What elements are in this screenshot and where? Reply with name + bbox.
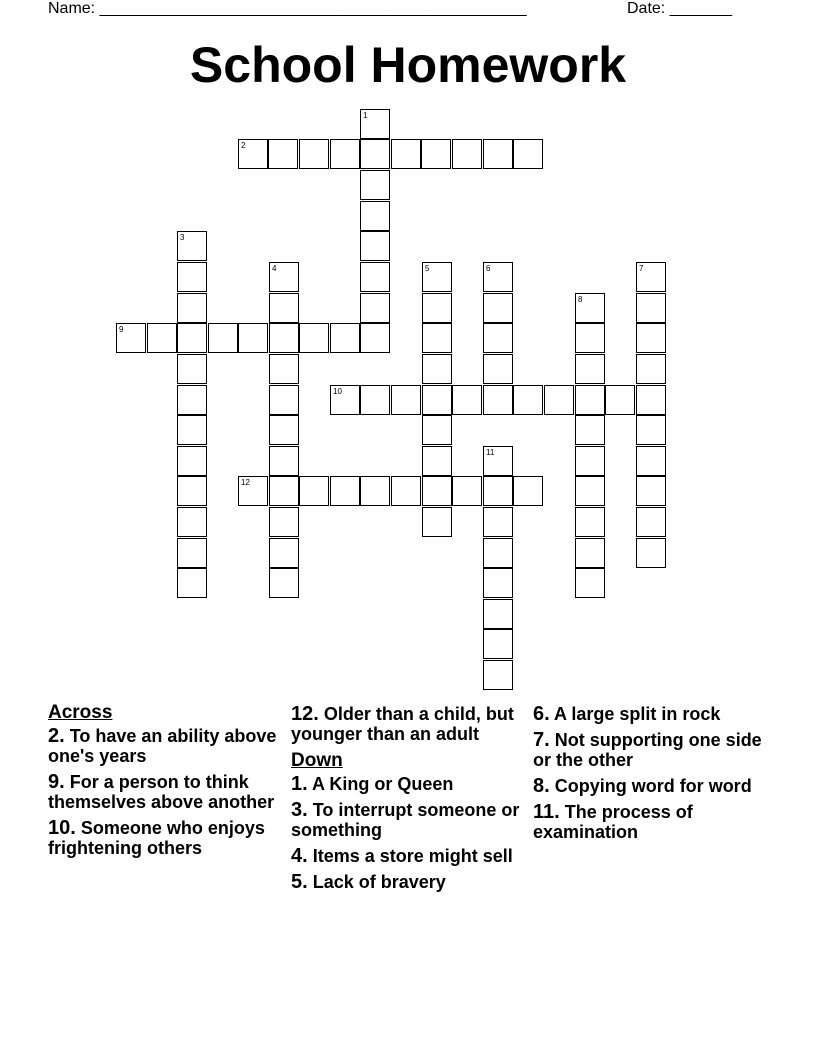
clue-number: 11. xyxy=(533,801,560,823)
crossword-cell[interactable] xyxy=(483,262,513,292)
clue-down-1 xyxy=(291,774,531,794)
cell-number: 6 xyxy=(486,264,491,273)
clue-text: Items a store might sell xyxy=(312,846,513,866)
clue-number: 12. xyxy=(291,703,319,725)
clue-text: A King or Queen xyxy=(312,774,454,794)
clue-down-3 xyxy=(291,800,531,840)
crossword-cell[interactable] xyxy=(575,446,605,476)
crossword-cell[interactable] xyxy=(636,446,666,476)
crossword-cell[interactable] xyxy=(269,354,299,384)
crossword-cell[interactable] xyxy=(177,415,207,445)
crossword-cell[interactable] xyxy=(269,507,299,537)
crossword-cell[interactable] xyxy=(483,599,513,629)
crossword-cell[interactable] xyxy=(330,323,360,353)
crossword-cell[interactable] xyxy=(605,385,635,415)
crossword-cell[interactable] xyxy=(636,354,666,384)
crossword-cell[interactable] xyxy=(636,262,666,292)
crossword-cell[interactable] xyxy=(421,139,451,169)
cell-number: 3 xyxy=(180,233,185,242)
crossword-cell[interactable] xyxy=(177,507,207,537)
crossword-cell[interactable] xyxy=(452,476,482,506)
crossword-cell[interactable] xyxy=(483,538,513,568)
clue-number: 6. xyxy=(533,703,550,725)
clue-text: Lack of bravery xyxy=(312,872,446,892)
clue-number: 7. xyxy=(533,729,550,751)
cell-number: 10 xyxy=(333,387,342,396)
crossword-cell[interactable] xyxy=(483,476,513,506)
crossword-cell[interactable] xyxy=(116,323,146,353)
crossword-cell[interactable] xyxy=(177,354,207,384)
crossword-cell[interactable] xyxy=(422,323,452,353)
crossword-cell[interactable] xyxy=(330,385,360,415)
crossword-cell[interactable] xyxy=(452,139,482,169)
clue-number: 2. xyxy=(48,725,65,747)
date-field[interactable]: Date: _______ xyxy=(627,0,732,17)
crossword-cell[interactable] xyxy=(269,446,299,476)
crossword-cell[interactable] xyxy=(177,262,207,292)
crossword-cell[interactable] xyxy=(422,293,452,323)
crossword-cell[interactable] xyxy=(269,293,299,323)
cell-number: 7 xyxy=(639,264,644,273)
crossword-cell[interactable] xyxy=(269,538,299,568)
crossword-cell[interactable] xyxy=(422,507,452,537)
clue-number: 3. xyxy=(291,799,308,821)
crossword-cell[interactable] xyxy=(422,446,452,476)
clue-text: The process of examination xyxy=(533,802,693,842)
crossword-cell[interactable] xyxy=(575,538,605,568)
crossword-cell[interactable] xyxy=(483,385,513,415)
crossword-cell[interactable] xyxy=(360,323,390,353)
crossword-cell[interactable] xyxy=(177,476,207,506)
crossword-cell[interactable] xyxy=(513,476,543,506)
crossword-cell[interactable] xyxy=(360,201,390,231)
crossword-cell[interactable] xyxy=(636,507,666,537)
crossword-cell[interactable] xyxy=(330,476,360,506)
page-title: School Homework xyxy=(189,37,627,93)
clue-down-11 xyxy=(533,802,783,842)
crossword-cell[interactable] xyxy=(544,385,574,415)
crossword-cell[interactable] xyxy=(177,385,207,415)
clue-number: 1. xyxy=(291,773,308,795)
crossword-cell[interactable] xyxy=(360,139,390,169)
crossword-cell[interactable] xyxy=(177,293,207,323)
crossword-cell[interactable] xyxy=(238,476,268,506)
crossword-cell[interactable] xyxy=(483,139,513,169)
clue-column-3 xyxy=(533,700,783,848)
clue-number: 9. xyxy=(48,771,65,793)
crossword-cell[interactable] xyxy=(575,415,605,445)
across-heading: Across xyxy=(48,702,113,723)
crossword-cell[interactable] xyxy=(330,139,360,169)
crossword-cell[interactable] xyxy=(513,385,543,415)
crossword-cell[interactable] xyxy=(636,538,666,568)
crossword-cell[interactable] xyxy=(269,415,299,445)
crossword-cell[interactable] xyxy=(483,507,513,537)
crossword-cell[interactable] xyxy=(513,139,543,169)
crossword-cell[interactable] xyxy=(299,323,329,353)
crossword-cell[interactable] xyxy=(208,323,238,353)
cell-number: 1 xyxy=(363,111,368,120)
cell-number: 2 xyxy=(241,141,246,150)
clue-across-9 xyxy=(48,772,288,812)
crossword-cell[interactable] xyxy=(636,476,666,506)
crossword-cell[interactable] xyxy=(269,476,299,506)
crossword-cell[interactable] xyxy=(269,262,299,292)
clue-across-2 xyxy=(48,726,288,766)
crossword-cell[interactable] xyxy=(575,507,605,537)
clue-text: To have an ability above one's years xyxy=(48,726,277,766)
clue-down-6 xyxy=(533,704,783,724)
crossword-cell[interactable] xyxy=(299,476,329,506)
clue-text: For a person to think themselves above another xyxy=(48,772,275,812)
crossword-cell[interactable] xyxy=(422,385,452,415)
clue-text: A large split in rock xyxy=(554,704,721,724)
crossword-cell[interactable] xyxy=(177,568,207,598)
clue-number: 10. xyxy=(48,817,76,839)
crossword-cell[interactable] xyxy=(483,354,513,384)
crossword-cell[interactable] xyxy=(575,568,605,598)
clue-text: Not supporting one side or the other xyxy=(533,730,762,770)
crossword-cell[interactable] xyxy=(269,568,299,598)
clue-down-4 xyxy=(291,846,531,866)
crossword-cell[interactable] xyxy=(636,415,666,445)
crossword-cell[interactable] xyxy=(483,446,513,476)
crossword-cell[interactable] xyxy=(483,660,513,690)
clue-across-12 xyxy=(291,704,531,744)
crossword-cell[interactable] xyxy=(299,139,329,169)
clue-column-1 xyxy=(48,700,288,864)
cell-number: 12 xyxy=(241,478,250,487)
clue-text: Someone who enjoys frightening others xyxy=(48,818,265,858)
clue-number: 8. xyxy=(533,775,550,797)
crossword-cell[interactable] xyxy=(360,385,390,415)
clue-column-2 xyxy=(291,700,531,898)
clue-down-8 xyxy=(533,776,783,796)
crossword-cell[interactable] xyxy=(360,170,390,200)
crossword-cell[interactable] xyxy=(269,385,299,415)
crossword-cell[interactable] xyxy=(575,293,605,323)
crossword-cell[interactable] xyxy=(360,476,390,506)
cell-number: 11 xyxy=(486,448,495,457)
crossword-cell[interactable] xyxy=(360,262,390,292)
crossword-cell[interactable] xyxy=(575,476,605,506)
crossword-cell[interactable] xyxy=(636,293,666,323)
crossword-cell[interactable] xyxy=(391,385,421,415)
crossword-cell[interactable] xyxy=(391,476,421,506)
crossword-cell[interactable] xyxy=(238,323,268,353)
crossword-cell[interactable] xyxy=(483,568,513,598)
crossword-cell[interactable] xyxy=(391,139,421,169)
crossword-cell[interactable] xyxy=(422,476,452,506)
crossword-cell[interactable] xyxy=(360,231,390,261)
crossword-cell[interactable] xyxy=(360,109,390,139)
crossword-cell[interactable] xyxy=(177,538,207,568)
clue-text: Older than a child, but younger than an adult xyxy=(291,704,514,744)
crossword-cell[interactable] xyxy=(268,139,298,169)
crossword-cell[interactable] xyxy=(147,323,177,353)
cell-number: 4 xyxy=(272,264,277,273)
clue-across-10 xyxy=(48,818,288,858)
crossword-cell[interactable] xyxy=(177,446,207,476)
crossword-cell[interactable] xyxy=(422,415,452,445)
crossword-cell[interactable] xyxy=(483,293,513,323)
crossword-cell[interactable] xyxy=(636,385,666,415)
crossword-cell[interactable] xyxy=(483,323,513,353)
clue-down-5 xyxy=(291,872,531,892)
crossword-cell[interactable] xyxy=(575,385,605,415)
crossword-cell[interactable] xyxy=(575,323,605,353)
crossword-cell[interactable] xyxy=(452,385,482,415)
clue-text: Copying word for word xyxy=(554,776,752,796)
crossword-cell[interactable] xyxy=(575,354,605,384)
crossword-cell[interactable] xyxy=(483,629,513,659)
cell-number: 5 xyxy=(425,264,430,273)
cell-number: 8 xyxy=(578,295,583,304)
clue-number: 4. xyxy=(291,845,308,867)
crossword-cell[interactable] xyxy=(360,293,390,323)
crossword-cell[interactable] xyxy=(238,139,268,169)
cell-number: 9 xyxy=(119,325,124,334)
crossword-cell[interactable] xyxy=(422,262,452,292)
crossword-cell[interactable] xyxy=(177,323,207,353)
crossword-cell[interactable] xyxy=(269,323,299,353)
crossword-cell[interactable] xyxy=(636,323,666,353)
clue-down-7 xyxy=(533,730,783,770)
crossword-cell[interactable] xyxy=(422,354,452,384)
clue-text: To interrupt someone or something xyxy=(291,800,520,840)
crossword-cell[interactable] xyxy=(177,231,207,261)
down-heading: Down xyxy=(291,750,343,771)
name-field[interactable]: Name: ________________________________________________ xyxy=(48,0,527,17)
clue-number: 5. xyxy=(291,871,308,893)
